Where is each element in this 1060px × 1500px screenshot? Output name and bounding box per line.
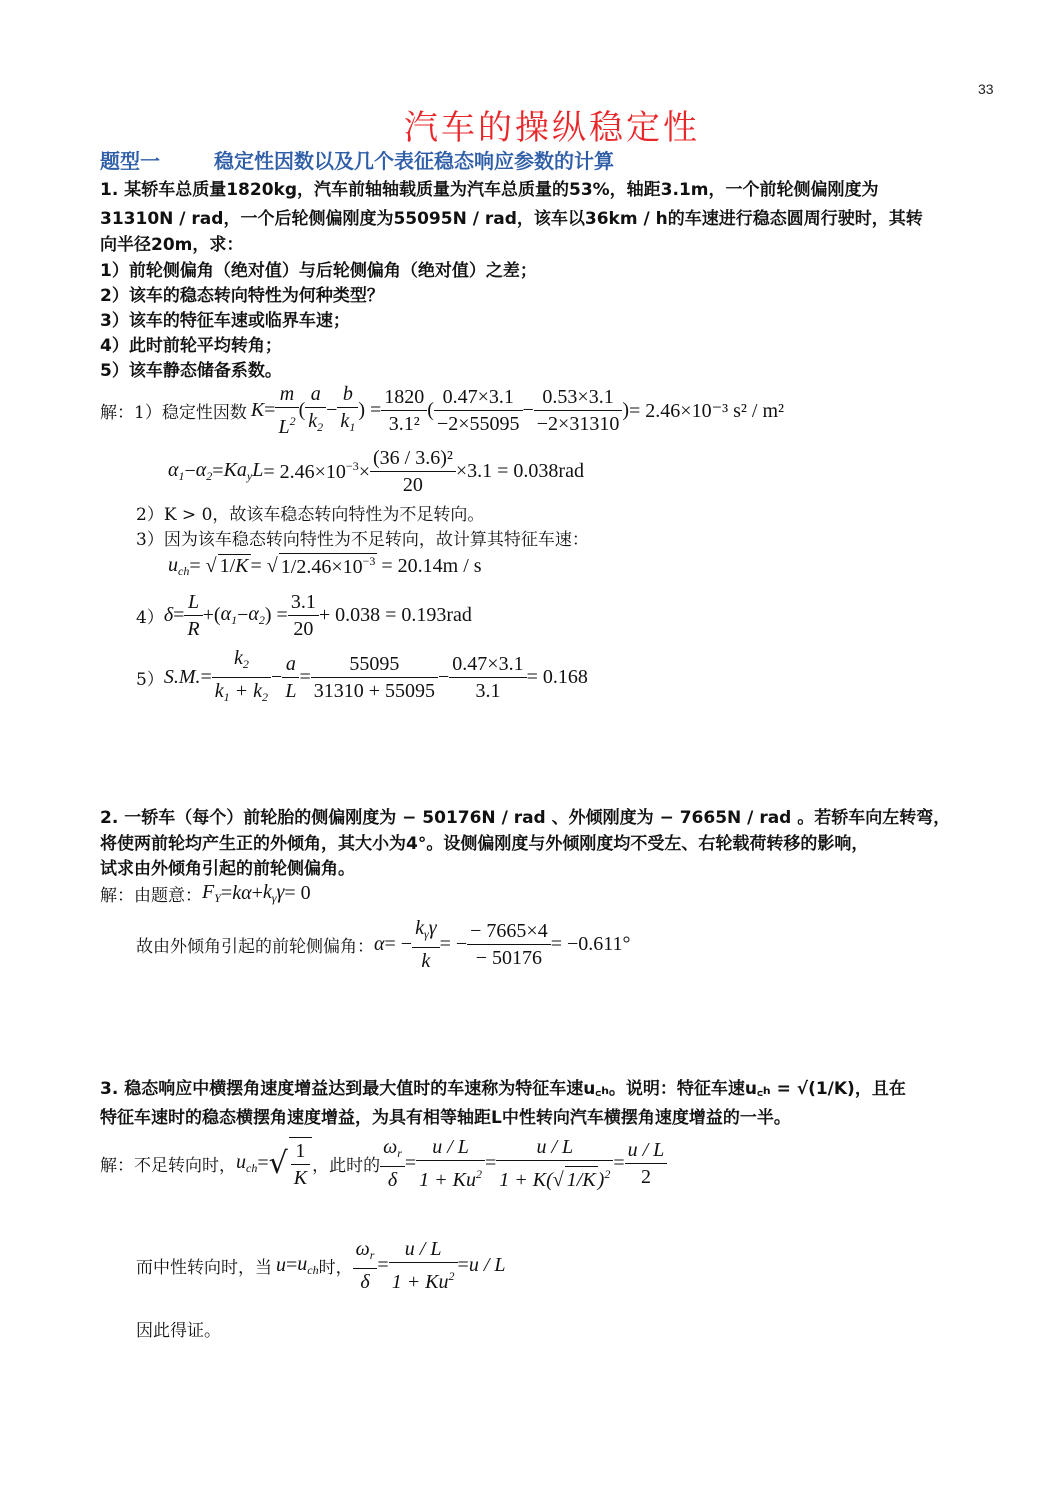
problem2-solution-2: 故由外倾角引起的前轮侧偏角： α = − $\frac{k_\gamma\gamma}{k}$ = − $\frac{- 7665\times 4}{- 50176}$ = −0.611° — [136, 917, 631, 972]
problem3-line2: 特征车速时的稳态横摆角速度增益，为具有相等轴距L中性转向汽车横摆角速度增益的一半。 — [100, 1108, 791, 1128]
problem1-solution-4: 4） δ = $\frac{L}{R}$ +( $\alpha_1$ − $\alpha_2$ ) = $\frac{3.1}{20}$ + 0.038 = 0.193rad — [136, 591, 472, 640]
problem2-line3: 试求由外倾角引起的前轮侧偏角。 — [100, 859, 355, 879]
problem2-line1: 2. 一轿车（每个）前轮胎的侧偏刚度为 − 50176N / rad 、外倾刚度为 − 7665N / rad 。若轿车向左转弯， — [100, 808, 951, 828]
problem3-line1: 3. 稳态响应中横摆角速度增益达到最大值时的车速称为特征车速u꜀ₕ。说明：特征车速u꜀ₕ = √(1/K)，且在 — [100, 1079, 906, 1099]
problem1-item-4: 4）此时前轮平均转角； — [100, 336, 282, 356]
problem2-solution-1: 解：由题意： $F_Y$ = kα + $k_\gamma\gamma$ = 0 — [100, 881, 311, 906]
problem2-result: = −0.611° — [550, 933, 631, 955]
solution-1-result: = 2.46×10⁻³ s² / m² — [629, 400, 785, 422]
problem1-line1: 1. 某轿车总质量1820kg，汽车前轴轴载质量为汽车总质量的53%，轴距3.1m，一个前轮侧偏刚度为 — [100, 180, 879, 200]
problem3-solution-1: 解：不足转向时， $u_{ch}$ = √ $\frac{1}{K}$ ，此时的 $\frac{\omega_r}{\delta}$ = $\frac{u / L}{1 + Ku^2}$ = $\frac{u / L}{1 + K(√ 1/K )^2}$ = $\frac{u / L}{2}$ — [100, 1134, 667, 1193]
problem1-solution-3-formula: $u_{ch}$ = √ 1/K = √ $1/2.46\times 10^{-3}$ = 20.14m / s — [168, 553, 482, 578]
problem1-line3: 向半径20m，求： — [100, 235, 244, 255]
problem1-solution-1b: $\alpha_1$ − $\alpha_2$ = $Ka_yL$ = $2.46\times 10^{-3}\times$ $\frac{\text{(36 / 3.6)²}}{20}$ ×3.1 = 0.038rad — [168, 447, 584, 496]
section-label: 题型一 — [100, 149, 160, 173]
formula-m-over-L2: $\frac{m}{L^2}$ — [275, 381, 298, 440]
formula-frac-1820: $\frac{1820}{\text{3.1²}}$ — [381, 384, 427, 437]
page-number: 33 — [978, 81, 994, 97]
formula-speed-squared: $\frac{\text{(36 / 3.6)²}}{20}$ — [370, 445, 456, 498]
formula-frac-c: $\frac{0.53\times 3.1}{-2\times 31310}$ — [534, 384, 623, 437]
formula-b-over-k1: $\frac{b}{k_1}$ — [337, 381, 358, 440]
formula-a-over-k2: $\frac{a}{k_2}$ — [305, 381, 326, 440]
problem2-line2: 将使两前轮均产生正的外倾角，其大小为4°。设侧偏刚度与外倾刚度均不受左、右轮载荷转移的影响， — [100, 834, 869, 854]
solution-1b-result: ×3.1 = 0.038rad — [455, 460, 584, 482]
solution-4-result: + 0.038 = 0.193rad — [318, 604, 472, 626]
problem1-solution-5: 5） S.M. = $\frac{k_2}{k_1 + k_2}$ − $\frac{a}{L}$ = $\frac{55095}{31310 + 55095}$ − $\frac{0.47\times 3.1}{3.1}$ = 0.168 — [136, 647, 588, 704]
page-title: 汽车的操纵稳定性 — [404, 108, 700, 148]
problem1-item-3: 3）该车的特征车速或临界车速； — [100, 311, 350, 331]
section-text: 稳定性因数以及几个表征稳态响应参数的计算 — [214, 149, 614, 173]
problem1-item-5: 5）该车静态储备系数。 — [100, 361, 282, 381]
problem1-item-2: 2）该车的稳态转向特性为何种类型？ — [100, 286, 384, 306]
problem3-conclusion: 因此得证。 — [136, 1321, 221, 1341]
problem1-item-1: 1）前轮侧偏角（绝对值）与后轮侧偏角（绝对值）之差； — [100, 261, 537, 281]
formula-frac-b: $\frac{0.47\times 3.1}{-2\times 55095}$ — [434, 384, 523, 437]
solution-1-prefix: 解：1）稳定性因数 — [100, 403, 247, 423]
section-heading — [100, 145, 614, 174]
problem1-solution-1: 解：1）稳定性因数 K = $\frac{m}{L^2}$ ( $\frac{a}{k_2}$ − $\frac{b}{k_1}$ ) = $\frac{1820}{\text{3.1²}}$ ( $\frac{0.47\times 3.1}{-2\times 55095}$ − $\frac{0.53\times 3.1}{-2\times 31310}$ ) = 2.46×10⁻³ s² / m² — [100, 383, 785, 438]
solution-5-result: = 0.168 — [526, 666, 588, 688]
solution-3-result: = 20.14m / s — [381, 554, 482, 577]
problem1-solution-2: 2）K > 0，故该车稳态转向特性为不足转向。 — [136, 505, 485, 525]
problem1-line2: 31310N / rad，一个后轮侧偏刚度为55095N / rad，该车以36km / h的车速进行稳态圆周行驶时，其转 — [100, 209, 923, 229]
problem3-solution-2: 而中性转向时，当 u = $u_{ch}$ 时， $\frac{\omega_r}{\delta}$ = $\frac{u / L}{1 + Ku^2}$ = u / L — [136, 1238, 506, 1293]
problem1-solution-3: 3）因为该车稳态转向特性为不足转向，故计算其特征车速： — [136, 530, 589, 550]
